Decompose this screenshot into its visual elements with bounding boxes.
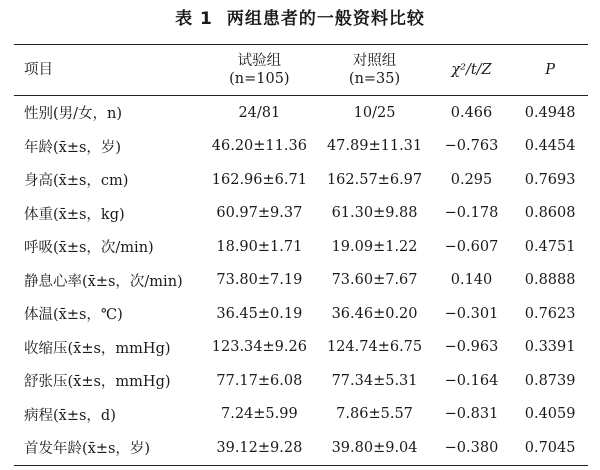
- header-p-value: P: [545, 62, 555, 78]
- row-control-value: 36.46±0.20: [331, 305, 418, 322]
- row-control-value: 10/25: [353, 104, 396, 121]
- row-statistic-value: −0.380: [444, 439, 499, 456]
- row-control-value: 47.89±11.31: [326, 138, 423, 155]
- row-item-label: 体温(x̄±s，℃): [24, 307, 123, 324]
- row-experiment-value: 162.96±6.71: [211, 171, 307, 188]
- header-statistic: χ²/t/Z: [451, 62, 492, 78]
- row-control-value: 162.57±6.97: [326, 171, 423, 188]
- row-p-value: 0.4751: [524, 238, 576, 255]
- row-statistic-value: −0.763: [444, 138, 499, 155]
- row-statistic-value: −0.831: [444, 406, 499, 423]
- header-control-name: 对照组: [352, 53, 397, 69]
- row-control-value: 124.74±6.75: [326, 339, 423, 356]
- row-control-value: 39.80±9.04: [331, 439, 418, 456]
- row-p-value: 0.4454: [524, 138, 576, 155]
- table-title: [0, 8, 600, 30]
- row-experiment-value: 73.80±7.19: [216, 272, 303, 289]
- row-p-value: 0.4948: [524, 104, 576, 121]
- row-item-label: 首发年龄(x̄±s，岁): [24, 441, 151, 458]
- row-item-label: 性别(男/女，n): [24, 106, 123, 123]
- row-item-label: 收缩压(x̄±s，mmHg): [24, 340, 171, 357]
- row-p-value: 0.8739: [524, 372, 576, 389]
- row-statistic-value: −0.301: [444, 305, 499, 322]
- row-experiment-value: 39.12±9.28: [216, 439, 303, 456]
- row-experiment-value: 24/81: [238, 104, 281, 121]
- row-control-value: 61.30±9.88: [331, 205, 418, 222]
- row-item-label: 舒张压(x̄±s，mmHg): [24, 374, 171, 391]
- row-statistic-value: −0.178: [444, 205, 499, 222]
- header-experiment-n: (n=105): [229, 71, 290, 87]
- row-control-value: 7.86±5.57: [336, 406, 413, 423]
- row-p-value: 0.8888: [524, 272, 576, 289]
- header-experiment-name: 试验组: [237, 53, 282, 69]
- row-control-value: 19.09±1.22: [331, 238, 418, 255]
- table-row: [14, 331, 588, 365]
- table-header-row: [14, 45, 588, 96]
- row-control-value: 73.60±7.67: [331, 272, 418, 289]
- table-row: [14, 96, 588, 130]
- table-row: [14, 297, 588, 331]
- header-experiment-group: [200, 45, 318, 96]
- row-experiment-value: 60.97±9.37: [216, 205, 303, 222]
- row-statistic-value: −0.607: [444, 238, 499, 255]
- row-experiment-value: 46.20±11.36: [211, 138, 307, 155]
- table-row: [14, 364, 588, 398]
- row-p-value: 0.7623: [524, 305, 576, 322]
- row-experiment-value: 7.24±5.99: [220, 406, 298, 423]
- row-item-label: 静息心率(x̄±s，次/min): [24, 273, 183, 290]
- row-experiment-value: 36.45±0.19: [216, 305, 303, 322]
- row-item-label: 体重(x̄±s，kg): [24, 206, 125, 223]
- table-number: 表 1: [175, 9, 213, 29]
- row-experiment-value: 77.17±6.08: [216, 372, 303, 389]
- table-row: [14, 398, 588, 432]
- row-p-value: 0.8608: [524, 205, 576, 222]
- comparison-table: [14, 44, 588, 466]
- table-row: [14, 163, 588, 197]
- row-p-value: 0.3391: [524, 339, 576, 356]
- header-control-group: [318, 45, 430, 96]
- row-p-value: 0.4059: [524, 406, 576, 423]
- header-item: 项目: [24, 62, 53, 78]
- table-row: [14, 197, 588, 231]
- table-row: [14, 264, 588, 298]
- row-item-label: 病程(x̄±s，d): [24, 407, 116, 424]
- row-statistic-value: −0.963: [444, 339, 499, 356]
- row-item-label: 年龄(x̄±s，岁): [24, 139, 122, 156]
- row-experiment-value: 123.34±9.26: [211, 339, 307, 356]
- row-experiment-value: 18.90±1.71: [216, 238, 303, 255]
- row-item-label: 身高(x̄±s，cm): [24, 173, 129, 190]
- table-row: [14, 130, 588, 164]
- table-row: [14, 230, 588, 264]
- row-p-value: 0.7693: [524, 171, 576, 188]
- row-statistic-value: 0.295: [450, 171, 493, 188]
- header-control-n: (n=35): [348, 71, 401, 87]
- row-statistic-value: 0.140: [450, 272, 493, 289]
- row-item-label: 呼吸(x̄±s，次/min): [24, 240, 154, 257]
- table-row: [14, 431, 588, 465]
- row-p-value: 0.7045: [524, 439, 576, 456]
- row-statistic-value: 0.466: [450, 104, 493, 121]
- row-statistic-value: −0.164: [444, 372, 499, 389]
- table-body: [14, 96, 588, 466]
- row-control-value: 77.34±5.31: [331, 372, 418, 389]
- table-caption: 两组患者的一般资料比较: [226, 9, 425, 29]
